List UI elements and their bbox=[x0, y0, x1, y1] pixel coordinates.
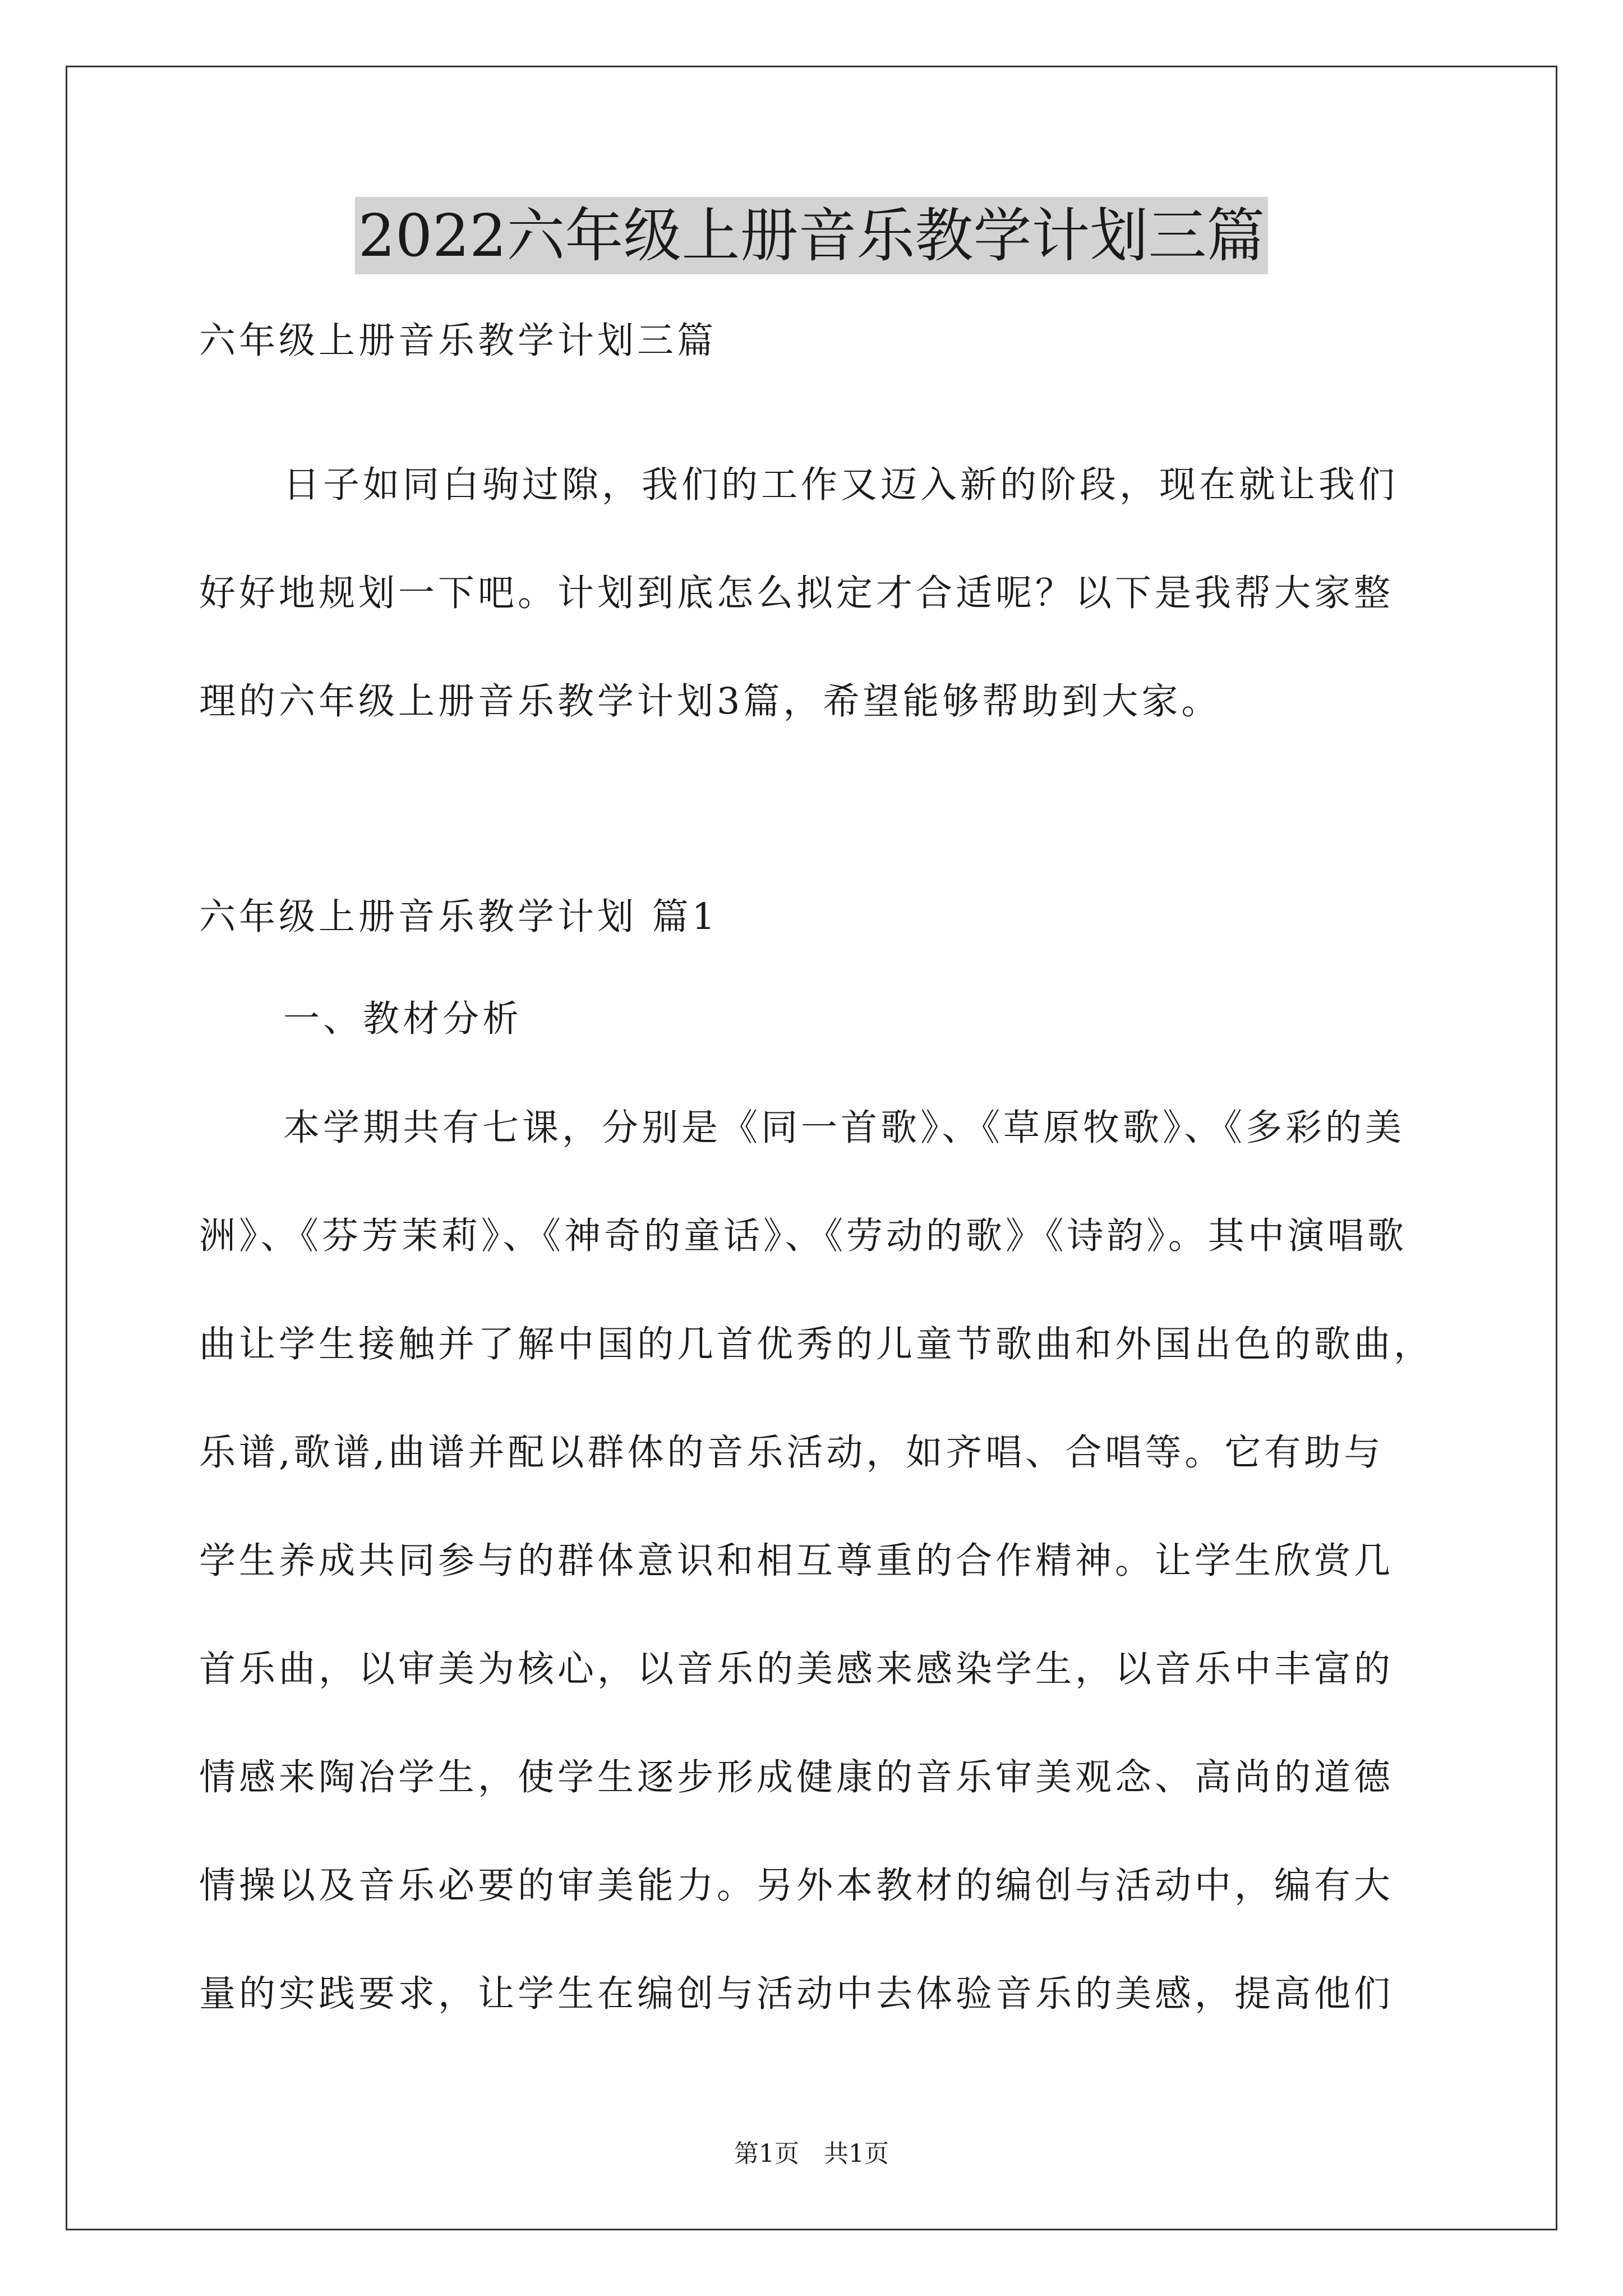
section-heading: 六年级上册音乐教学计划 篇1 bbox=[199, 896, 719, 938]
intro-line-1: 日子如同白驹过隙，我们的工作又迈入新的阶段，现在就让我们 bbox=[283, 464, 1399, 506]
body-line-9: 量的实践要求，让学生在编创与活动中去体验音乐的美感，提高他们 bbox=[199, 1973, 1394, 2015]
body-line-6: 首乐曲，以审美为核心，以音乐的美感来感染学生，以音乐中丰富的 bbox=[199, 1648, 1394, 1690]
page-footer: 第1页 共1页 bbox=[734, 2139, 889, 2168]
intro-line-3: 理的六年级上册音乐教学计划3篇，希望能够帮助到大家。 bbox=[199, 680, 1221, 723]
body-line-3: 曲让学生接触并了解中国的几首优秀的儿童节歌曲和外国出色的歌曲， bbox=[199, 1323, 1434, 1365]
intro-line-2: 好好地规划一下吧。计划到底怎么拟定才合适呢？以下是我帮大家整 bbox=[199, 572, 1394, 614]
body-line-7: 情感来陶冶学生，使学生逐步形成健康的音乐审美观念、高尚的道德 bbox=[199, 1756, 1394, 1798]
body-line-4: 乐谱,歌谱,曲谱并配以群体的音乐活动，如齐唱、合唱等。它有助与 bbox=[199, 1432, 1384, 1474]
body-line-8: 情操以及音乐必要的审美能力。另外本教材的编创与活动中，编有大 bbox=[199, 1865, 1394, 1907]
subsection-heading: 一、教材分析 bbox=[283, 998, 523, 1040]
document-subtitle: 六年级上册音乐教学计划三篇 bbox=[199, 320, 717, 362]
body-line-2: 洲》、《芬芳茉莉》、《神奇的童话》、《劳动的歌》《诗韵》。其中演唱歌 bbox=[199, 1215, 1408, 1257]
document-title bbox=[0, 194, 1623, 278]
body-line-1: 本学期共有七课，分别是《同一首歌》、《草原牧歌》、《多彩的美 bbox=[283, 1107, 1405, 1149]
body-line-5: 学生养成共同参与的群体意识和相互尊重的合作精神。让学生欣赏几 bbox=[199, 1540, 1394, 1582]
document-title-text: 2022六年级上册音乐教学计划三篇 bbox=[355, 197, 1269, 274]
